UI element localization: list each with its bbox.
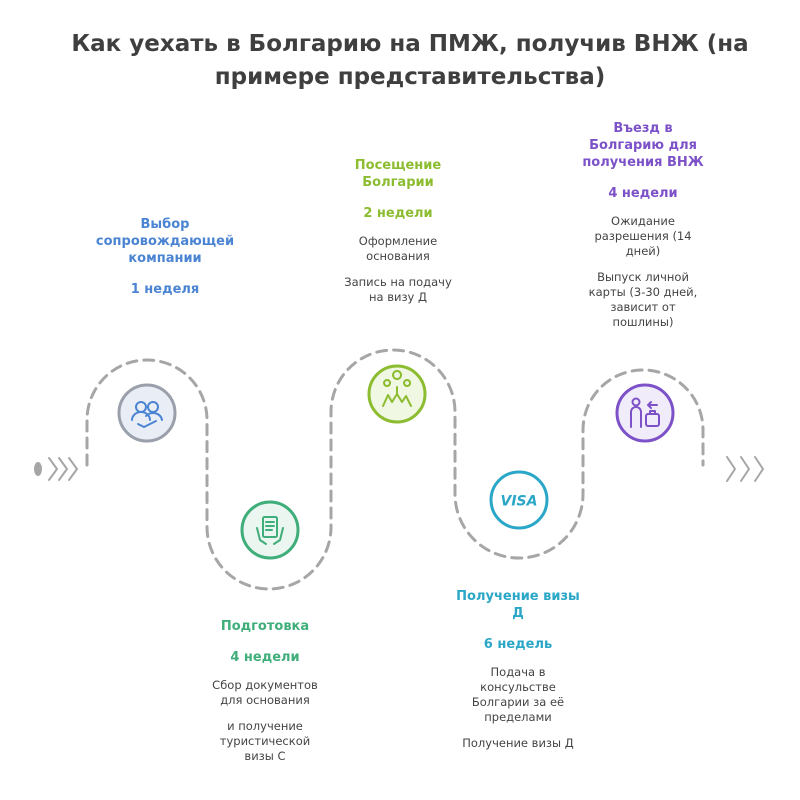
visa-icon-text: VISA	[500, 493, 538, 510]
map-pins-icon	[367, 364, 427, 424]
step-5-title-line: Въезд в	[613, 121, 673, 136]
detail-line: дней)	[625, 244, 661, 258]
detail-line: Оформление	[358, 234, 438, 248]
detail-line: Сбор документов	[212, 678, 318, 692]
step-2	[190, 618, 340, 764]
step-4-title-line: Получение визы	[456, 589, 580, 604]
step-4-detail-1	[443, 665, 593, 725]
step-3-detail-2	[323, 275, 473, 305]
step-4-title-line: Д	[512, 606, 524, 621]
detail-line: Ожидание	[611, 214, 675, 228]
right-chevrons-icon	[727, 457, 763, 481]
detail-line: разрешения (14	[594, 229, 692, 243]
step-2-title-line: Подготовка	[220, 619, 310, 634]
step-4-duration: 6 недель	[483, 637, 553, 652]
detail-line: туристической	[219, 734, 311, 748]
step-2-detail-2	[190, 719, 340, 764]
detail-line: и получение	[227, 719, 303, 733]
step-5-title-line: получения ВНЖ	[582, 155, 704, 170]
step-4-detail-2	[443, 736, 593, 751]
step-3-duration: 2 недели	[363, 206, 433, 221]
detail-line: основания	[366, 249, 430, 263]
title-line-1: Как уехать в Болгарию на ПМЖ, получив ВНЖ (на	[71, 31, 749, 57]
detail-line: Получение визы Д	[462, 736, 574, 750]
document-hand-icon	[240, 500, 300, 560]
step-2-detail-1	[190, 678, 340, 708]
detail-line: Выпуск личной	[597, 270, 689, 284]
left-chevrons-icon	[49, 458, 77, 480]
step-1-title-line: сопровождающей	[95, 234, 235, 249]
detail-line: для основания	[220, 693, 310, 707]
step-5-duration: 4 недели	[608, 186, 678, 201]
step-1-title-line: компании	[128, 251, 202, 266]
detail-line: пределами	[484, 710, 552, 724]
step-5	[570, 120, 716, 330]
step-3-detail-1	[323, 234, 473, 264]
detail-line: пошлины)	[612, 315, 674, 329]
detail-line: на визу Д	[368, 290, 428, 304]
step-5-detail-2	[570, 270, 716, 330]
step-1	[95, 216, 235, 298]
start-dot	[34, 462, 42, 476]
step-3-title-line: Болгарии	[362, 175, 434, 190]
people-icon	[117, 383, 177, 443]
traveler-luggage-icon	[615, 383, 675, 443]
detail-line: Болгарии за её	[471, 695, 565, 709]
step-4-title	[443, 588, 593, 622]
step-5-title-line: Болгарию для	[589, 138, 697, 153]
detail-line: Запись на подачу	[344, 275, 452, 289]
step-3-title-line: Посещение	[354, 158, 442, 173]
step-1-duration: 1 неделя	[130, 282, 200, 297]
detail-line: зависит от	[610, 300, 676, 314]
step-2-duration: 4 недели	[230, 650, 300, 665]
detail-line: Подача в	[490, 665, 546, 679]
detail-line: консульстве	[480, 680, 556, 694]
step-1-title-line: Выбор	[140, 217, 190, 232]
detail-line: карты (3-30 дней,	[588, 285, 698, 299]
step-4	[443, 588, 593, 751]
detail-line: визы С	[244, 749, 286, 763]
step-2-title	[190, 618, 340, 635]
step-5-title	[570, 120, 716, 171]
title-line-2: примере представительства)	[214, 64, 606, 90]
step-1-title	[95, 216, 235, 267]
step-3-title	[323, 157, 473, 191]
step-5-detail-1	[570, 214, 716, 259]
step-3	[323, 157, 473, 305]
visa-icon	[489, 470, 549, 530]
